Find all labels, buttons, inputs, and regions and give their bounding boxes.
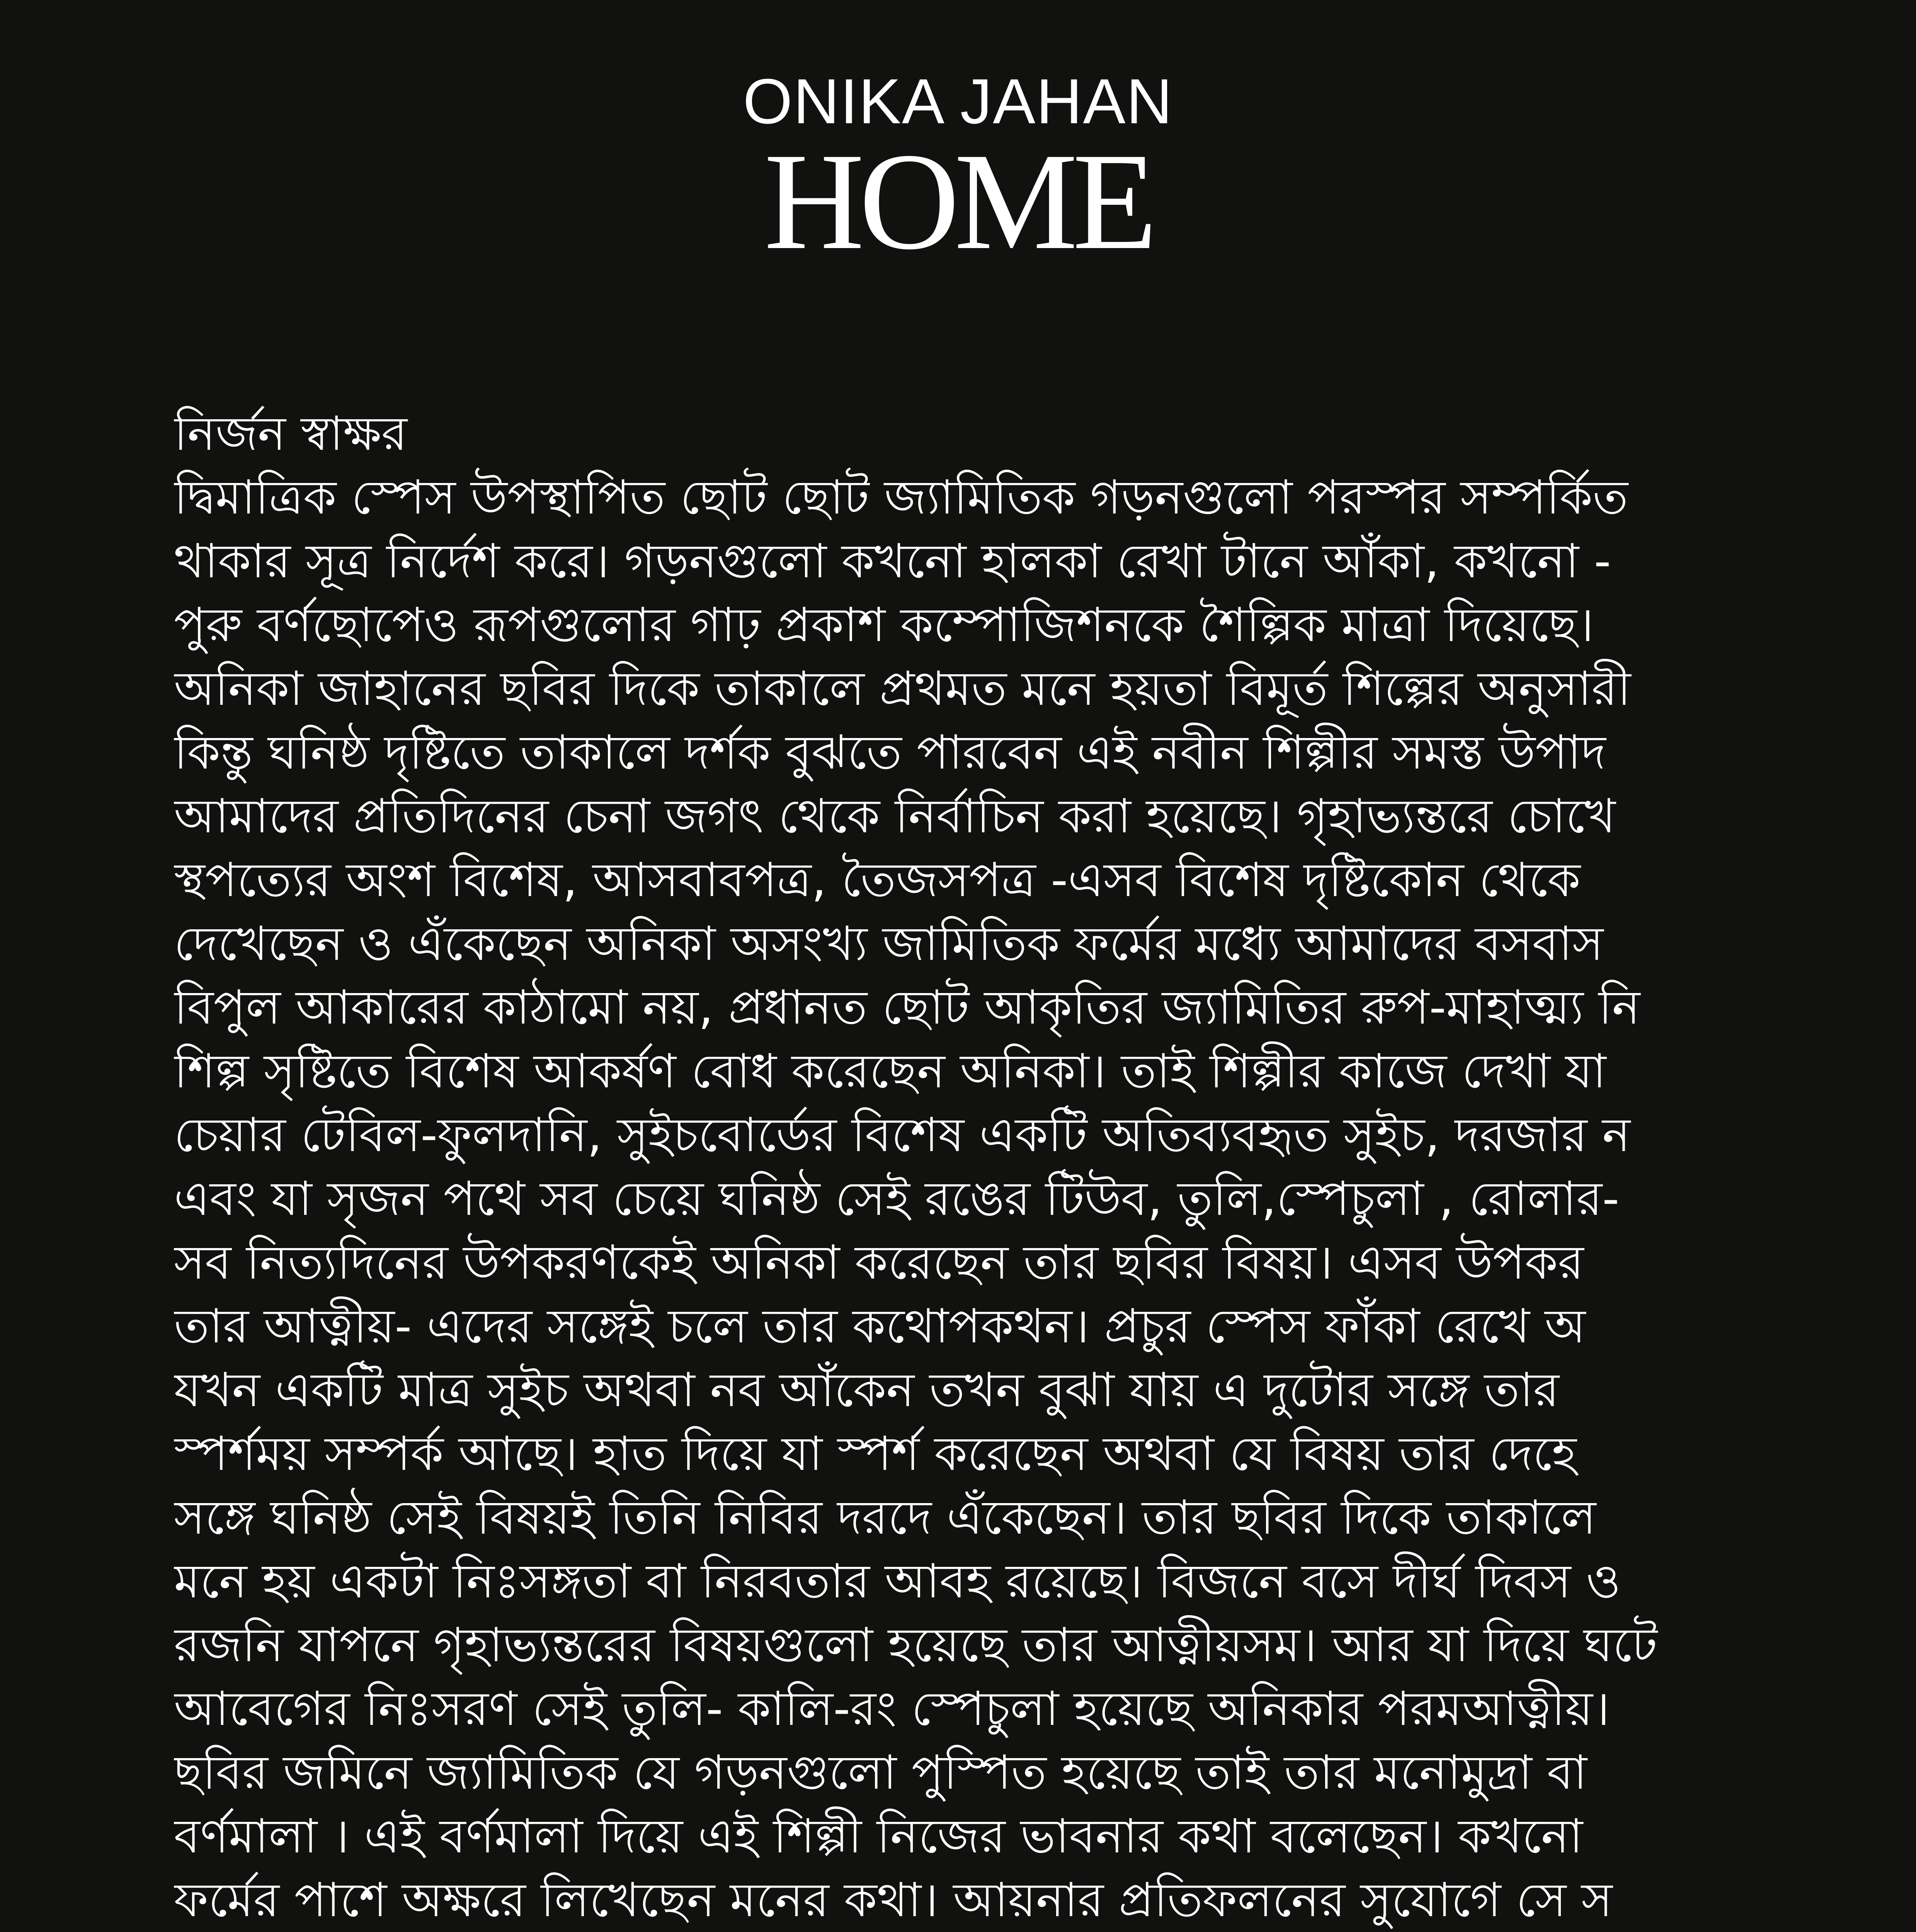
article-line: কিন্তু ঘনিষ্ঠ দৃষ্টিতে তাকালে দর্শক বুঝতে পারবেন এই নবীন শিল্পীর সমস্ত উপাদ xyxy=(174,725,1606,780)
article-line: থাকার সূত্র নির্দেশ করে। গড়নগুলো কখনো হালকা রেখা টানে আঁকা, কখনো - xyxy=(174,534,1611,588)
brand-home-logo: HOME xyxy=(764,124,1152,278)
brand-header xyxy=(0,66,1916,278)
article-line: দ্বিমাত্রিক স্পেস উপস্থাপিত ছোট ছোট জ্যামিতিক গড়নগুলো পরস্পর সম্পর্কিত xyxy=(174,470,1628,525)
article-line: সব নিত্যদিনের উপকরণকেই অনিকা করেছেন তার ছবির বিষয়। এসব উপকর xyxy=(174,1235,1584,1290)
article-line: পুরু বর্ণছোপেও রূপগুলোর গাঢ় প্রকাশ কম্পোজিশনকে শৈল্পিক মাত্রা দিয়েছে। xyxy=(174,597,1594,652)
article-line: তার আত্নীয়- এদের সঙ্গেই চলে তার কথোপকথন। প্রচুর স্পেস ফাঁকা রেখে অ xyxy=(174,1299,1586,1354)
article-line: স্থপত্যের অংশ বিশেষ, আসবাবপত্র, তৈজসপত্র -এসব বিশেষ দৃষ্টিকোন থেকে xyxy=(174,852,1581,907)
article-line: দেখেছেন ও এঁকেছেন অনিকা অসংখ্য জামিতিক ফর্মের মধ্যে আমাদের বসবাস xyxy=(174,916,1604,971)
article-line: আবেগের নিঃসরণ সেই তুলি- কালি-রং স্পেচুলা হয়েছে অনিকার পরমআত্নীয়। xyxy=(174,1681,1610,1736)
article-line: চেয়ার টেবিল-ফুলদানি, সুইচবোর্ডের বিশেষ একটি অতিব্যবহৃত সুইচ, দরজার ন xyxy=(174,1107,1630,1162)
article-line: মনে হয় একটা নিঃসঙ্গতা বা নিরবতার আবহ রয়েছে। বিজনে বসে দীর্ঘ দিবস ও xyxy=(174,1554,1621,1609)
article-line: বর্ণমালা । এই বর্ণমালা দিয়ে এই শিল্পী নিজের ভাবনার কথা বলেছেন। কখনো xyxy=(174,1809,1583,1864)
article xyxy=(174,402,1766,1932)
article-line: শিল্প সৃষ্টিতে বিশেষ আকর্ষণ বোধ করেছেন অনিকা। তাই শিল্পীর কাজে দেখা যা xyxy=(174,1044,1606,1099)
article-line: যখন একটি মাত্র সুইচ অথবা নব আঁকেন তখন বুঝা যায় এ দুটোর সঙ্গে তার xyxy=(174,1362,1559,1417)
article-line: ফর্মের পাশে অক্ষরে লিখেছেন মনের কথা। আয়নার প্রতিফলনের সুযোগে সে স xyxy=(174,1872,1613,1927)
article-title: নির্জন স্বাক্ষর xyxy=(174,406,408,461)
article-line: ছবির জমিনে জ্যামিতিক যে গড়নগুলো পুস্পিত হয়েছে তাই তার মনোমুদ্রা বা xyxy=(174,1745,1587,1800)
article-line: রজনি যাপনে গৃহাভ্যন্তরের বিষয়গুলো হয়েছে তার আত্নীয়সম। আর যা দিয়ে ঘটে xyxy=(174,1617,1657,1672)
brand-name: ONIKA JAHAN xyxy=(743,66,1173,137)
article-line: স্পর্শময় সম্পর্ক আছে। হাত দিয়ে যা স্পর্শ করেছেন অথবা যে বিষয় তার দেহে xyxy=(174,1426,1577,1481)
article-line: এবং যা সৃজন পথে সব চেয়ে ঘনিষ্ঠ সেই রঙের টিউব, তুলি,স্পেচুলা , রোলার- xyxy=(174,1171,1620,1226)
article-line: অনিকা জাহানের ছবির দিকে তাকালে প্রথমত মনে হয়তা বিমূর্ত শিল্পের অনুসারী xyxy=(174,661,1631,716)
article-line: আমাদের প্রতিদিনের চেনা জগৎ থেকে নির্বাচিন করা হয়েছে। গৃহাভ্যন্তরে চোখে xyxy=(174,789,1616,844)
article-line: বিপুল আকারের কাঠামো নয়, প্রধানত ছোট আকৃতির জ্যামিতির রুপ-মাহাত্ম্য নি xyxy=(174,980,1640,1035)
article-line: সঙ্গে ঘনিষ্ঠ সেই বিষয়ই তিনি নিবির দরদে এঁকেছেন। তার ছবির দিকে তাকালে xyxy=(174,1490,1596,1545)
